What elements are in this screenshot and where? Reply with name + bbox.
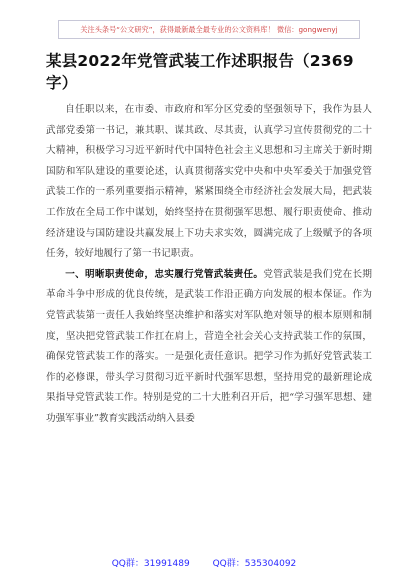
document-title: 某县2022年党管武装工作述职报告（2369字） bbox=[46, 52, 354, 92]
promo-banner: 关注头条号“公文研究”，获得最新最全最专业的公文资料库！ 微信：gongwenyj bbox=[58, 20, 360, 39]
qq-group-1: QQ群：31991489 bbox=[111, 559, 190, 569]
intro-paragraph: 自任职以来，在市委、市政府和军分区党委的坚强领导下，我作为县人武部党委第一书记，兼其职、谋其政、尽其责，认真学习宣传贯彻党的二十大精神，积极学习习近平新时代中国特色社会主义思想和习主席关于新时期国防和军队建设的重要论述，认真贯彻落实党中央和中央军委关于加强党管武装工作的一系列重要指示精神，紧紧围绕全市经济社会发展大局，把武装工作放在全局工作中谋划，始终坚持在贯彻强军思想、履行职责使命、推动经济建设与国防建设共赢发展上下功夫求实效，圆满完成了上级赋予的各项任务，较好地履行了第一书记职责。 bbox=[46, 104, 372, 260]
section-paragraph bbox=[46, 265, 372, 430]
qq-group-2: QQ群：535304092 bbox=[212, 559, 297, 569]
section-text: 党管武装是我们党在长期革命斗争中形成的优良传统，是武装工作沿正确方向发展的根本保证。作为党管武装第一责任人我始终坚决维护和落实对军队绝对领导的根本原则和制度，坚决把党管武装工作扛在肩上，营造全社会关心支持武装工作的氛围，确保党管武装工作的落实。一是强化责任意识。把学习作为抓好党管武装工作的必修课，带头学习贯彻习近平新时代强军思想，坚持用党的最新理论成果指导党管武装工作。特别是党的二十大胜利召开后，把“学习强军思想、建功强军事业”教育实践活动纳入县委 bbox=[46, 268, 373, 424]
document-body bbox=[46, 100, 372, 430]
footer-contacts bbox=[0, 556, 408, 569]
section-heading: 一、明晰职责使命，忠实履行党管武装责任。 bbox=[65, 268, 264, 280]
